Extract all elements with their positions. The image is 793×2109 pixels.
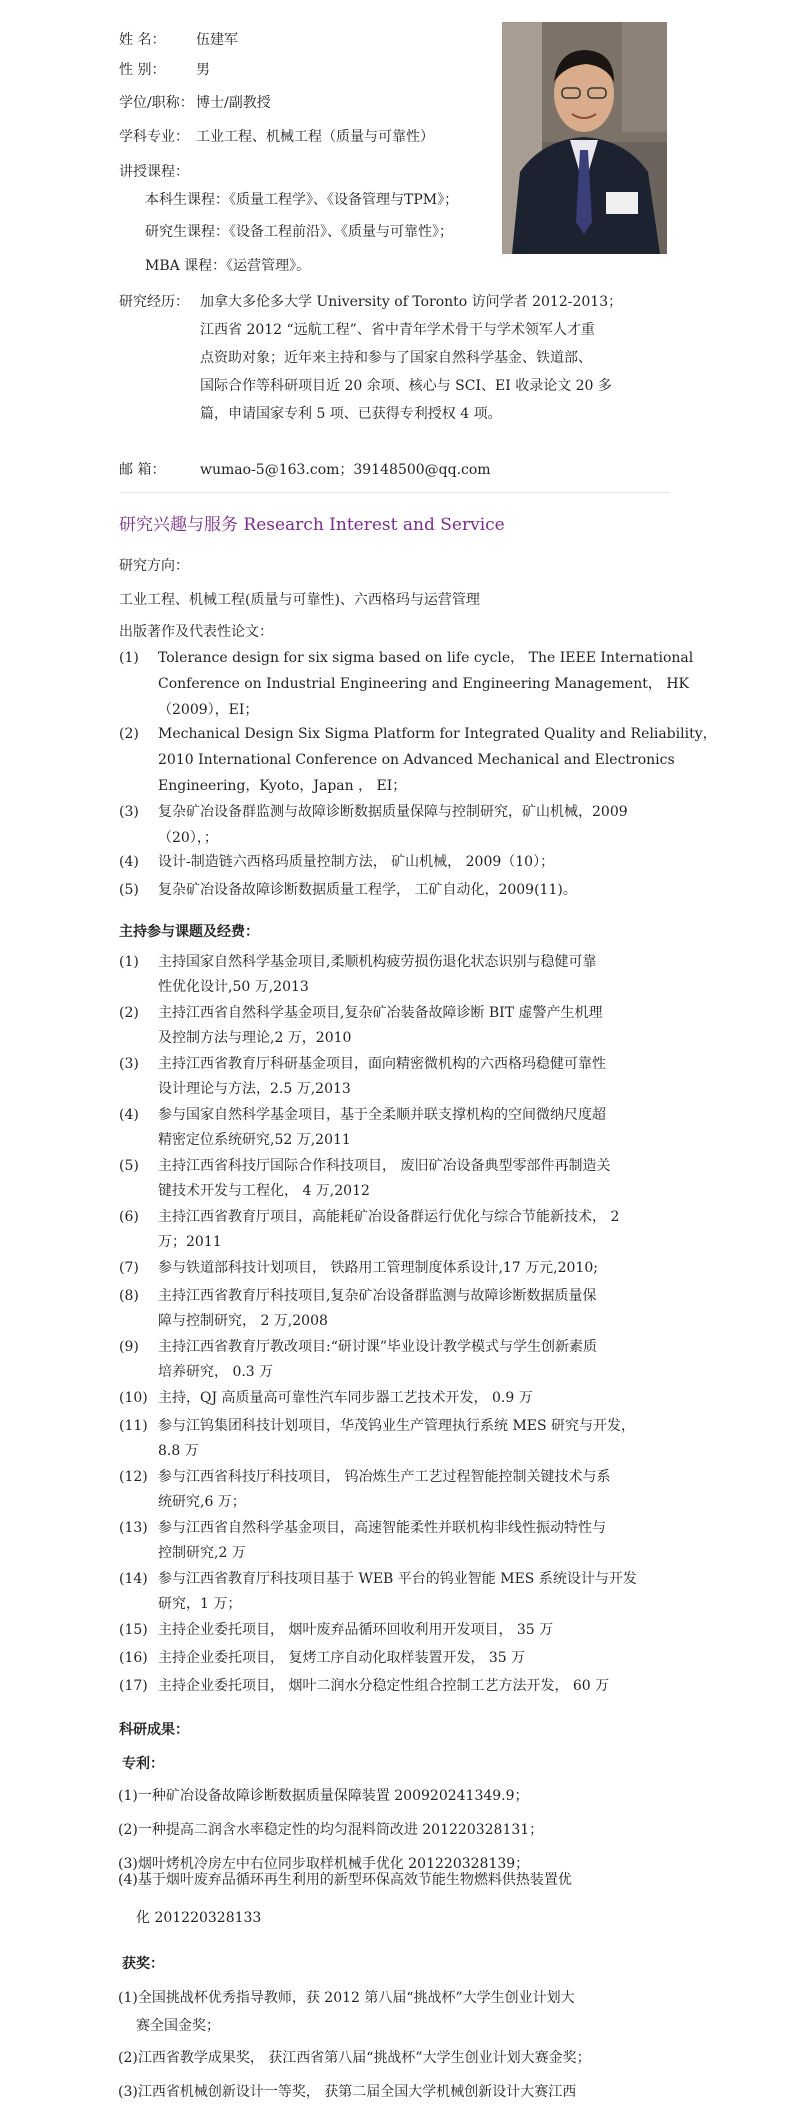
section-divider [120,492,670,493]
results-label: 科研成果： [119,1722,189,1738]
project-line: 8.8 万 [158,1443,199,1459]
publication-line: Mechanical Design Six Sigma Platform for Integrated Quality and Reliability， [158,726,717,742]
project-number: (5) [119,1158,139,1174]
patent-item: (1)一种矿冶设备故障诊断数据质量保障装置 200920241349.9； [118,1788,529,1804]
portrait-image [502,22,667,254]
project-line: 参与江钨集团科技计划项目，华茂钨业生产管理执行系统 MES 研究与开发， [158,1418,636,1434]
project-line: 主持江西省教育厅科研基金项目，面向精密微机构的六西格玛稳健可靠性 [158,1056,606,1072]
awards-label: 获奖： [122,1956,164,1972]
project-number: (4) [119,1107,139,1123]
publication-number: (4) [119,854,139,870]
award-item: (3)江西省机械创新设计一等奖， 获第二届全国大学机械创新设计大赛江西 [118,2084,577,2100]
award-item: (2)江西省教学成果奖， 获江西省第八届“挑战杯”大学生创业计划大赛金奖； [118,2050,591,2066]
project-number: (9) [119,1339,139,1355]
project-number: (3) [119,1056,139,1072]
project-number: (6) [119,1209,139,1225]
patents-label: 专利： [122,1756,164,1772]
pubs-label: 出版著作及代表性论文： [119,624,273,640]
project-line: 万；2011 [158,1234,222,1250]
publication-number: (2) [119,726,139,742]
project-line: 参与国家自然科学基金项目，基于全柔顺并联支撑机构的空间微纳尺度超 [158,1107,606,1123]
experience-line: 江西省 2012 “远航工程”、省中青年学术骨干与学术领军人才重 [200,322,595,338]
project-line: 主持企业委托项目， 复烤工序自动化取样装置开发， 35 万 [158,1650,526,1666]
patent-item: (4)基于烟叶废弃品循环再生利用的新型环保高效节能生物燃料供热装置优 [118,1872,572,1888]
publication-line: 设计-制造链六西格玛质量控制方法， 矿山机械， 2009（10）； [158,854,555,870]
research-heading: 研究兴趣与服务 Research Interest and Service [119,515,505,535]
publication-line: 2010 International Conference on Advanced Mechanical and Electronics [158,752,675,768]
award-item: 赛全国金奖； [136,2018,220,2034]
project-line: 性优化设计,50 万,2013 [158,979,309,995]
publication-line: 复杂矿冶设备群监测与故障诊断数据质量保障与控制研究，矿山机械，2009 [158,804,628,820]
publication-number: (3) [119,804,139,820]
project-line: 统研究,6 万； [158,1494,246,1510]
course-mba: MBA 课程：《运营管理》。 [145,258,311,274]
patent-item: (2)一种提高二润含水率稳定性的均匀混料筒改进 201220328131； [118,1822,544,1838]
profile-photo [502,22,667,254]
project-line: 主持国家自然科学基金项目,柔顺机构疲劳损伤退化状态识别与稳健可靠 [158,954,597,970]
project-line: 主持，QJ 高质量高可靠性汽车同步器工艺技术开发， 0.9 万 [158,1390,533,1406]
project-number: (16) [119,1650,148,1666]
experience-line: 加拿大多伦多大学 University of Toronto 访问学者 2012-2013； [200,294,623,310]
direction-value: 工业工程、机械工程(质量与可靠性)、六西格玛与运营管理 [119,592,480,608]
project-line: 键技术开发与工程化， 4 万,2012 [158,1183,370,1199]
projects-label: 主持参与课题及经费： [119,924,259,940]
publication-line: （2009），EI； [158,702,259,718]
experience-label: 研究经历： [119,294,189,310]
project-number: (13) [119,1520,148,1536]
major-value: 工业工程、机械工程（质量与可靠性） [196,129,434,145]
experience-line: 国际合作等科研项目近 20 余项、核心与 SCI、EI 收录论文 20 多 [200,378,612,394]
email-label: 邮 箱： [119,462,166,478]
major-label: 学科专业： [119,129,189,145]
project-line: 参与铁道部科技计划项目， 铁路用工管理制度体系设计,17 万元,2010; [158,1260,598,1276]
project-number: (11) [119,1418,148,1434]
course-undergrad: 本科生课程：《质量工程学》、《设备管理与TPM》； [145,192,459,208]
project-line: 主持江西省教育厅教改项目:“研讨课”毕业设计教学模式与学生创新素质 [158,1339,598,1355]
degree-label: 学位/职称： [119,95,194,111]
publication-line: Conference on Industrial Engineering and Engineering Management， HK [158,676,689,692]
project-number: (14) [119,1571,148,1587]
experience-line: 篇，申请国家专利 5 项、已获得专利授权 4 项。 [200,406,502,422]
publication-number: (1) [119,650,139,666]
project-number: (2) [119,1005,139,1021]
project-number: (12) [119,1469,148,1485]
publication-number: (5) [119,882,139,898]
courses-label: 讲授课程： [119,164,189,180]
project-line: 主持江西省教育厅项目，高能耗矿冶设备群运行优化与综合节能新技术， 2 [158,1209,620,1225]
project-number: (17) [119,1678,148,1694]
publication-line: 复杂矿冶设备故障诊断数据质量工程学， 工矿自动化，2009(11)。 [158,882,577,898]
project-line: 参与江西省教育厅科技项目基于 WEB 平台的钨业智能 MES 系统设计与开发 [158,1571,637,1587]
project-line: 主持江西省自然科学基金项目,复杂矿冶装备故障诊断 BIT 虚警产生机理 [158,1005,603,1021]
project-number: (1) [119,954,139,970]
project-line: 障与控制研究， 2 万,2008 [158,1313,328,1329]
project-line: 研究，1 万； [158,1596,242,1612]
course-graduate: 研究生课程：《设备工程前沿》、《质量与可靠性》； [145,224,453,240]
project-number: (15) [119,1622,148,1638]
project-line: 主持企业委托项目， 烟叶二润水分稳定性组合控制工艺方法开发， 60 万 [158,1678,610,1694]
name-label: 姓 名： [119,32,166,48]
email-value: wumao-5@163.com；39148500@qq.com [200,462,491,478]
experience-line: 点资助对象；近年来主持和参与了国家自然科学基金、铁道部、 [200,350,592,366]
award-item: (1)全国挑战杯优秀指导教师，获 2012 第八届“挑战杯”大学生创业计划大 [118,1990,575,2006]
project-line: 主持企业委托项目， 烟叶废弃品循环回收利用开发项目， 35 万 [158,1622,554,1638]
direction-label: 研究方向： [119,558,189,574]
project-line: 设计理论与方法，2.5 万,2013 [158,1081,351,1097]
project-line: 控制研究,2 万 [158,1545,246,1561]
project-number: (8) [119,1288,139,1304]
patent-item: 化 201220328133 [136,1910,262,1926]
project-number: (7) [119,1260,139,1276]
publication-line: Tolerance design for six sigma based on life cycle， The IEEE International [158,650,694,666]
publication-line: Engineering，Kyoto，Japan ， EI； [158,778,407,794]
project-number: (10) [119,1390,148,1406]
name-value: 伍建军 [196,32,238,48]
project-line: 参与江西省自然科学基金项目，高速智能柔性并联机构非线性振动特性与 [158,1520,606,1536]
gender-value: 男 [196,62,210,78]
project-line: 主持江西省科技厅国际合作科技项目， 废旧矿冶设备典型零部件再制造关 [158,1158,611,1174]
project-line: 及控制方法与理论,2 万，2010 [158,1030,352,1046]
project-line: 精密定位系统研究,52 万,2011 [158,1132,351,1148]
gender-label: 性 别： [119,62,166,78]
project-line: 培养研究， 0.3 万 [158,1364,274,1380]
degree-value: 博士/副教授 [196,95,271,111]
project-line: 主持江西省教育厅科技项目,复杂矿冶设备群监测与故障诊断数据质量保 [158,1288,597,1304]
project-line: 参与江西省科技厅科技项目， 钨冶炼生产工艺过程智能控制关键技术与系 [158,1469,611,1485]
publication-line: （20），； [158,830,218,846]
patent-item: (3)烟叶烤机冷房左中右位同步取样机械手优化 201220328139； [118,1856,530,1872]
